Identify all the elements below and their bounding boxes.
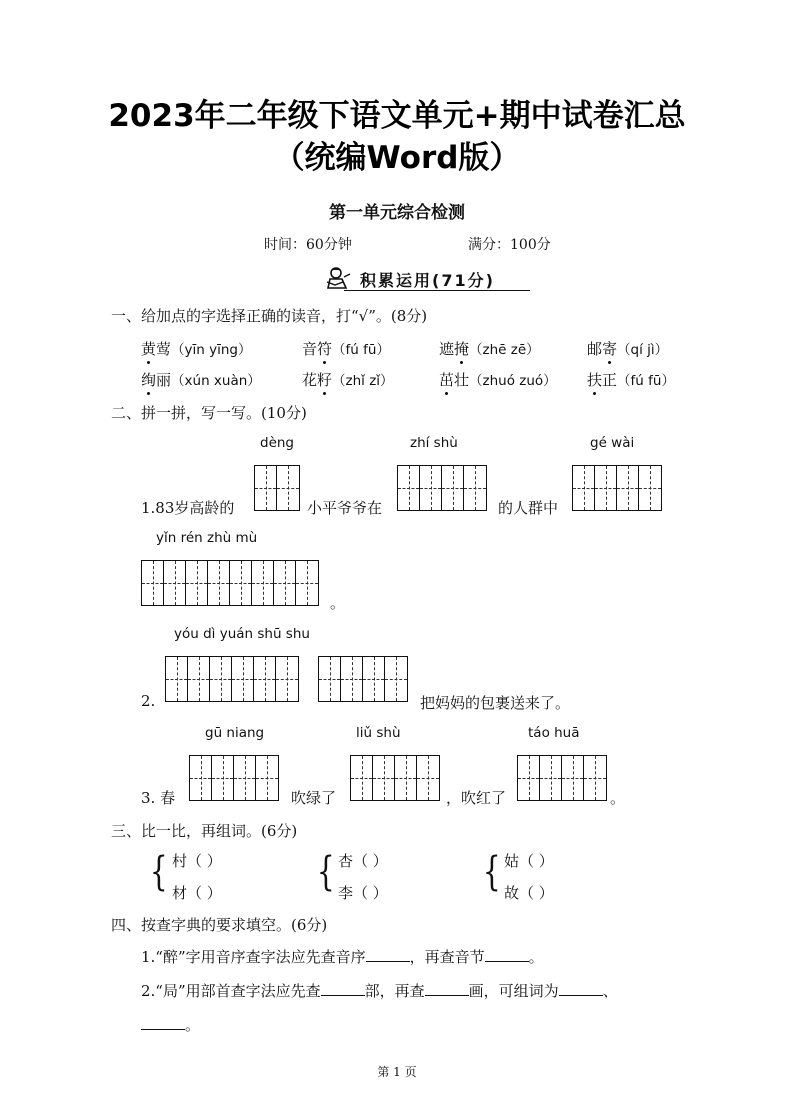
q1-text-b: 小平爷爷在	[307, 499, 383, 517]
s1-item-5: 绚丽（xún xuàn）	[141, 371, 261, 389]
s1-item-4: 邮寄（qí jì）	[587, 340, 669, 358]
q3-text-a: 3. 春	[141, 789, 176, 807]
q1-text-a: 1.83岁高龄的	[141, 499, 235, 517]
s3-pair-3b: 故（ ）	[504, 884, 554, 902]
pinyin-guniang: gū niang	[205, 725, 265, 741]
dotted-char: 寄	[602, 340, 618, 358]
pinyin-youdiyuanshushu: yóu dì yuán shū shu	[174, 626, 310, 642]
pinyin-liushu: liǔ shù	[356, 725, 401, 741]
writing-grid-liushu[interactable]	[350, 755, 440, 801]
s3-pair-1b: 材（ ）	[172, 884, 222, 902]
unit-title: 第一单元综合检测	[329, 203, 465, 223]
section-3-heading: 三、比一比，再组词。(6分)	[111, 822, 298, 840]
reading-kid-icon	[324, 266, 352, 292]
section-4-heading: 四、按查字典的要求填空。(6分)	[111, 916, 328, 934]
banner-title: 积累运用(71分)	[360, 270, 495, 290]
s1-item-7: 茁壮（zhuó zuó）	[439, 371, 557, 389]
writing-grid-taohua[interactable]	[517, 755, 607, 801]
answer-blank[interactable]	[485, 947, 529, 962]
dotted-char: 掩	[454, 340, 470, 358]
banner-underline	[344, 290, 530, 291]
answer-blank[interactable]	[366, 947, 410, 962]
answer-blank[interactable]	[141, 1015, 185, 1030]
writing-grid-yinrenzhumu[interactable]	[141, 560, 319, 606]
section-1-heading: 一、给加点的字选择正确的读音，打“√”。(8分)	[111, 307, 428, 325]
brace-3: {	[482, 849, 501, 895]
page-number: 第 1 页	[377, 1065, 417, 1079]
writing-grid-deng[interactable]	[254, 465, 300, 511]
pinyin-gewai: gé wài	[590, 435, 635, 451]
s1-item-2: 音符（fú fū）	[302, 340, 390, 358]
brace-2: {	[316, 849, 335, 895]
answer-blank[interactable]	[425, 981, 469, 996]
q1-text-c: 的人群中	[498, 499, 559, 517]
q1-end: 。	[330, 594, 346, 612]
exam-full-score: 满分：100分	[468, 237, 551, 253]
pinyin-taohua: táo huā	[528, 725, 580, 741]
brace-1: {	[149, 849, 168, 895]
s3-pair-3a: 姑（ ）	[504, 852, 554, 870]
s1-item-6: 花籽（zhǐ zǐ）	[302, 371, 394, 389]
writing-grid-gewai[interactable]	[572, 465, 662, 511]
s3-pair-2a: 杏（ ）	[338, 852, 388, 870]
s3-pair-2b: 李（ ）	[338, 884, 388, 902]
s4-q1: 1.“醉”字用音序查字法应先查音序 ，再查音节 。	[141, 948, 544, 966]
s1-item-3: 遮掩（zhē zē）	[439, 340, 540, 358]
s1-item-1: 黄莺（yīn yīng）	[141, 340, 252, 358]
dotted-char: 黄	[141, 340, 157, 358]
dotted-char: 茁	[439, 371, 455, 389]
pinyin-yinrenzhumu: yǐn rén zhù mù	[156, 530, 258, 546]
writing-grid-youdiyuan[interactable]	[165, 656, 299, 702]
s4-q2: 2.“局”用部首查字法应先查 部，再查 画，可组词为 、	[141, 982, 618, 1000]
dotted-char: 籽	[317, 371, 333, 389]
answer-blank[interactable]	[321, 981, 365, 996]
section-2-heading: 二、拼一拼，写一写。(10分)	[111, 404, 307, 422]
q3-text-b: 吹绿了	[291, 789, 337, 807]
s1-item-8: 扶正（fú fū）	[587, 371, 675, 389]
q2-text: 把妈妈的包裹送来了。	[420, 694, 571, 712]
dotted-char: 绚	[141, 371, 157, 389]
exam-time: 时间：60分钟	[264, 237, 352, 253]
answer-blank[interactable]	[559, 981, 603, 996]
s3-pair-1a: 村（ ）	[172, 852, 222, 870]
q3-end: 。	[610, 789, 626, 807]
section-banner	[324, 266, 495, 292]
writing-grid-zhishu[interactable]	[397, 465, 487, 511]
pinyin-zhishu: zhí shù	[410, 435, 458, 451]
pinyin-deng: dèng	[260, 435, 295, 451]
q3-text-c: ，吹红了	[446, 789, 507, 807]
dotted-char: 符	[317, 340, 333, 358]
q2-number: 2.	[141, 692, 156, 710]
writing-grid-shushu[interactable]	[318, 656, 408, 702]
s4-q2-cont: 。	[141, 1014, 200, 1035]
document-title: 2023年二年级下语文单元+期中试卷汇总	[108, 98, 686, 134]
writing-grid-guniang[interactable]	[189, 755, 279, 801]
dotted-char: 扶	[587, 371, 603, 389]
document-subtitle: （统编Word版）	[273, 140, 521, 176]
